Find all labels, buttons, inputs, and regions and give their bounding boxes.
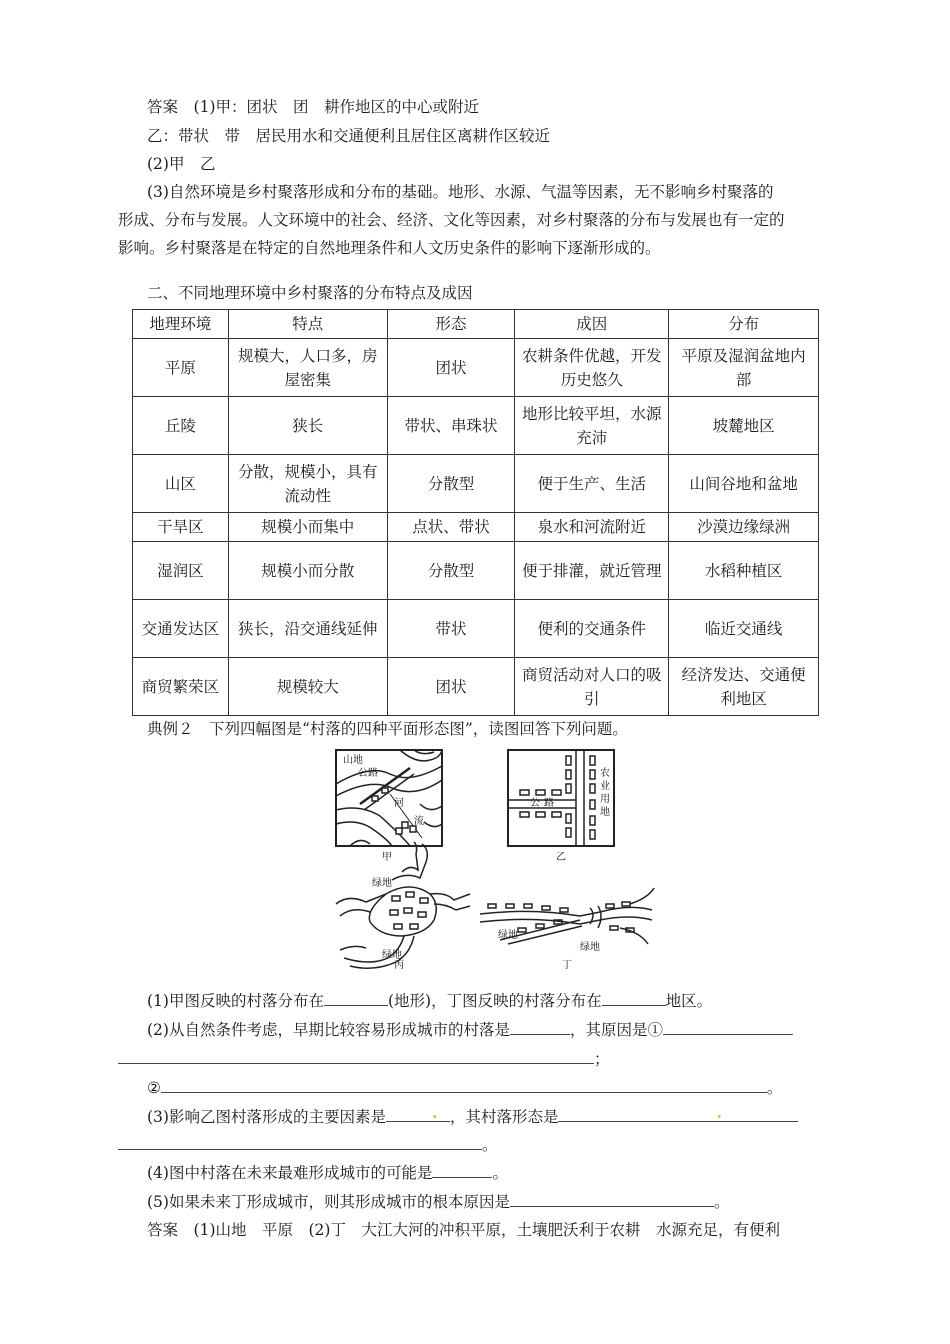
table-cell: 规模小而分散 xyxy=(228,542,387,600)
answer-blank[interactable] xyxy=(324,990,388,1006)
table-cell: 临近交通线 xyxy=(669,600,819,658)
table-cell: 商贸繁荣区 xyxy=(133,658,229,716)
answer-2: 答案 (1)山地 平原 (2)丁 大江大河的冲积平原，土壤肥沃利于农耕 水源充足，有便利 xyxy=(147,1221,780,1239)
table-cell: 丘陵 xyxy=(133,397,229,455)
table-cell: 地形比较平坦，水源充沛 xyxy=(515,397,669,455)
table-cell: 沙漠边缘绿洲 xyxy=(669,513,819,542)
table-header-row xyxy=(133,310,819,339)
answer-line-4: (3)自然环境是乡村聚落形成和分布的基础。地形、水源、气温等因素，无不影响乡村聚落的 xyxy=(147,183,774,201)
figure-jia xyxy=(336,750,442,863)
table-cell: 水稻种植区 xyxy=(669,542,819,600)
answer-blank[interactable] xyxy=(510,1191,714,1207)
table-cell: 狭长，沿交通线延伸 xyxy=(228,600,387,658)
answer-blank[interactable] xyxy=(118,1134,482,1150)
example-prompt: 典例２ 下列四幅图是“村落的四种平面形态图”，读图回答下列问题。 xyxy=(147,720,628,738)
figure-label: 绿地 xyxy=(498,930,518,941)
answer-line-5: 形成、分布与发展。人文环境中的社会、经济、文化等因素，对乡村聚落的分布与发展也有一定的 xyxy=(118,211,785,229)
village-figures xyxy=(330,744,670,970)
question-5: (5)如果未来丁形成城市，则其形成城市的根本原因是 。 xyxy=(147,1193,730,1211)
table-cell: 泉水和河流附近 xyxy=(515,513,669,542)
answer-blank[interactable] xyxy=(118,1048,594,1064)
answer-line-3: (2)甲 乙 xyxy=(147,155,216,173)
question-1: (1)甲图反映的村落分布在 (地形)，丁图反映的村落分布在 地区。 xyxy=(147,992,713,1010)
table-cell: 山区 xyxy=(133,455,229,513)
table-cell: 干旱区 xyxy=(133,513,229,542)
table-cell: 团状 xyxy=(387,658,515,716)
answer-line-1: 答案 (1)甲：团状 团 耕作地区的中心或附近 xyxy=(147,98,479,116)
table-row xyxy=(133,542,819,600)
table-cell: 分散型 xyxy=(387,455,515,513)
figure-label: 农 xyxy=(600,768,610,779)
table-row xyxy=(133,658,819,716)
table-cell: 带状、串珠状 xyxy=(387,397,515,455)
table-cell: 规模较大 xyxy=(228,658,387,716)
table-row xyxy=(133,513,819,542)
question-2-part-2: ② 。 xyxy=(147,1079,783,1097)
answer-blank[interactable]: . xyxy=(558,1106,798,1122)
figure-bing xyxy=(336,842,470,970)
answer-blank[interactable] xyxy=(663,1019,793,1035)
table-cell: 经济发达、交通便利地区 xyxy=(669,658,819,716)
answer-blank[interactable] xyxy=(161,1077,767,1093)
figure-label: 绿地 xyxy=(372,878,392,889)
table-cell: 规模大，人口多，房屋密集 xyxy=(228,339,387,397)
table-header: 特点 xyxy=(228,310,387,339)
section-title: 二、不同地理环境中乡村聚落的分布特点及成因 xyxy=(147,284,473,302)
table-cell: 湿润区 xyxy=(133,542,229,600)
figure-caption: 丁 xyxy=(562,960,572,970)
figure-label: 公 xyxy=(530,798,540,809)
table-header: 成因 xyxy=(515,310,669,339)
question-3-continued: 。 xyxy=(118,1134,498,1156)
figure-caption: 甲 xyxy=(382,852,392,863)
answer-line-6: 影响。乡村聚落是在特定的自然地理条件和人文历史条件的影响下逐渐形成的。 xyxy=(118,239,661,257)
figure-caption: 丙 xyxy=(394,960,404,970)
table-header: 地理环境 xyxy=(133,310,229,339)
question-3: (3)影响乙图村落形成的主要因素是 . ，其村落形态是 . xyxy=(147,1106,798,1128)
table-row xyxy=(133,339,819,397)
table-cell: 便于排灌，就近管理 xyxy=(515,542,669,600)
table-cell: 点状、带状 xyxy=(387,513,515,542)
figure-label: 绿地 xyxy=(382,950,402,961)
table-cell: 分散型 xyxy=(387,542,515,600)
table-row xyxy=(133,397,819,455)
table-cell: 交通发达区 xyxy=(133,600,229,658)
table-cell: 团状 xyxy=(387,339,515,397)
answer-blank[interactable] xyxy=(510,1019,570,1035)
table-cell: 规模小而集中 xyxy=(228,513,387,542)
table-cell: 商贸活动对人口的吸引 xyxy=(515,658,669,716)
figure-label: 河 xyxy=(394,798,404,809)
table-header: 形态 xyxy=(387,310,515,339)
answer-blank[interactable] xyxy=(432,1162,492,1178)
table-cell: 带状 xyxy=(387,600,515,658)
figure-label: 地 xyxy=(600,807,610,818)
question-2-continued: ； xyxy=(118,1048,610,1070)
figure-label: 用 xyxy=(600,794,610,805)
settlement-table xyxy=(132,309,819,716)
figure-label: 业 xyxy=(600,781,610,792)
table-cell: 平原 xyxy=(133,339,229,397)
figure-label: 流 xyxy=(414,816,424,827)
figure-label: 绿地 xyxy=(580,942,600,953)
table-cell: 平原及湿润盆地内部 xyxy=(669,339,819,397)
answer-blank[interactable] xyxy=(602,990,666,1006)
table-cell: 坡麓地区 xyxy=(669,397,819,455)
table-cell: 山间谷地和盆地 xyxy=(669,455,819,513)
table-cell: 便于生产、生活 xyxy=(515,455,669,513)
table-cell: 便利的交通条件 xyxy=(515,600,669,658)
figure-ding xyxy=(480,888,654,970)
figure-label: 山地 xyxy=(343,755,363,766)
table-cell: 狭长 xyxy=(228,397,387,455)
question-4: (4)图中村落在未来最难形成城市的可能是 。 xyxy=(147,1164,508,1182)
table-row xyxy=(133,455,819,513)
figure-caption: 乙 xyxy=(556,852,566,863)
figure-yi xyxy=(508,750,614,863)
table-header: 分布 xyxy=(669,310,819,339)
answer-blank[interactable]: . xyxy=(386,1106,450,1122)
figure-label: 路 xyxy=(544,798,554,809)
table-row xyxy=(133,600,819,658)
table-cell: 农耕条件优越，开发历史悠久 xyxy=(515,339,669,397)
question-2: (2)从自然条件考虑，早期比较容易形成城市的村落是 ，其原因是① xyxy=(147,1019,793,1041)
table-cell: 分散，规模小，具有流动性 xyxy=(228,455,387,513)
answer-line-2: 乙：带状 带 居民用水和交通便利且居住区离耕作区较近 xyxy=(147,127,551,145)
figure-label: 公路 xyxy=(358,768,378,779)
